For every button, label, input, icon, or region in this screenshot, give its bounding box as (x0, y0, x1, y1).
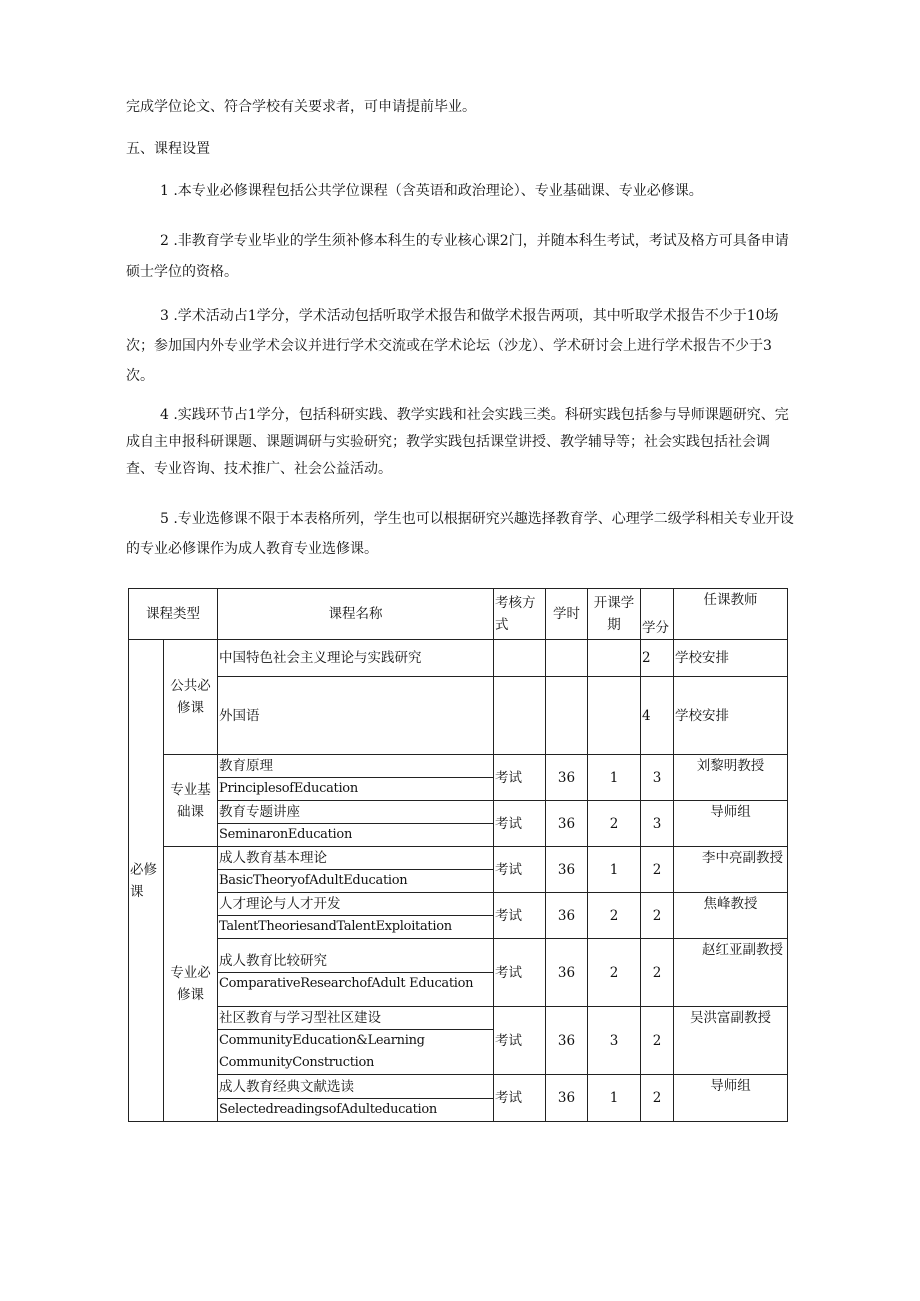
course-hours: 36 (546, 1007, 588, 1075)
course-credits: 3 (641, 801, 674, 847)
exam-method: 考试 (494, 1007, 546, 1075)
course-name-en: ComparativeResearchofAdult Education (219, 976, 474, 991)
course-hours (546, 677, 588, 755)
course-table (128, 588, 788, 1122)
group-public-required: 公共必修课 (164, 640, 218, 755)
course-name-en: CommunityEducation&Learning CommunityConstruction (219, 1033, 425, 1070)
course-hours: 36 (546, 893, 588, 939)
exam-method: 考试 (494, 847, 546, 893)
header-semester: 开课学期 (588, 589, 641, 640)
course-teacher: 焦峰教授 (674, 893, 788, 939)
table-row (129, 640, 788, 677)
course-credits: 2 (641, 893, 674, 939)
course-credits: 2 (641, 847, 674, 893)
course-teacher: 吴洪富副教授 (674, 1007, 788, 1075)
paragraph-item-3: 3 .学术活动占1学分，学术活动包括听取学术报告和做学术报告两项，其中听取学术报告不少于10场次；参加国内外专业学术会议并进行学术交流或在学术论坛（沙龙）、学术研讨会上进行学术报告不少于3次。 (126, 308, 779, 384)
table-row (129, 1007, 788, 1075)
course-semester (588, 677, 641, 755)
table-row (129, 847, 788, 893)
course-semester: 1 (588, 847, 641, 893)
course-name-en: TalentTheoriesandTalentExploitation (219, 919, 452, 934)
course-name: 中国特色社会主义理论与实践研究 (218, 640, 494, 677)
course-name-en: SeminaronEducation (219, 827, 353, 842)
course-name-cn: 社区教育与学习型社区建设 (218, 1007, 493, 1030)
header-exam-method: 考核方式 (494, 589, 546, 640)
exam-method: 考试 (494, 893, 546, 939)
course-hours: 36 (546, 847, 588, 893)
table-row (129, 939, 788, 1007)
group-required-courses: 必修课 (129, 640, 164, 1122)
course-hours: 36 (546, 801, 588, 847)
header-hours: 学时 (546, 589, 588, 640)
course-semester: 2 (588, 939, 641, 1007)
course-credits: 2 (641, 939, 674, 1007)
course-hours (546, 640, 588, 677)
paragraph-item-1: 1 .本专业必修课程包括公共学位课程（含英语和政治理论）、专业基础课、专业必修课。 (160, 183, 703, 199)
course-teacher: 导师组 (674, 801, 788, 847)
header-credits: 学分 (641, 589, 674, 640)
course-name-cn: 成人教育基本理论 (218, 847, 493, 870)
header-course-name: 课程名称 (218, 589, 494, 640)
exam-method (494, 640, 546, 677)
course-name-en: PrinciplesofEducation (219, 781, 358, 796)
table-row (129, 801, 788, 847)
exam-method: 考试 (494, 755, 546, 801)
header-course-type: 课程类型 (129, 589, 218, 640)
course-teacher: 学校安排 (674, 640, 788, 677)
course-teacher: 刘黎明教授 (674, 755, 788, 801)
course-hours: 36 (546, 1075, 588, 1122)
table-row (129, 1075, 788, 1122)
course-name-cn: 成人教育比较研究 (218, 950, 493, 973)
course-name-cn: 成人教育经典文献选读 (218, 1076, 493, 1099)
course-teacher: 赵红亚副教授 (674, 939, 788, 1007)
course-name-cn: 教育专题讲座 (218, 801, 493, 824)
course-credits: 3 (641, 755, 674, 801)
course-name-cn: 教育原理 (218, 755, 493, 778)
group-professional-required: 专业必修课 (164, 847, 218, 1122)
paragraph-item-4: 4 .实践环节占1学分，包括科研实践、教学实践和社会实践三类。科研实践包括参与导师课题研究、完成自主申报科研课题、课题调研与实验研究；教学实践包括课堂讲授、教学辅导等；社会实践包括社会调查、专业咨询、技术推广、社会公益活动。 (126, 407, 789, 477)
course-semester: 1 (588, 1075, 641, 1122)
paragraph-graduation: 完成学位论文、符合学校有关要求者，可申请提前毕业。 (126, 99, 476, 115)
course-credits: 2 (641, 1007, 674, 1075)
exam-method: 考试 (494, 1075, 546, 1122)
course-name-en: BasicTheoryofAdultEducation (219, 873, 408, 888)
course-semester: 1 (588, 755, 641, 801)
course-hours: 36 (546, 755, 588, 801)
course-name-en: SelectedreadingsofAdulteducation (219, 1101, 437, 1117)
group-professional-basic: 专业基础课 (164, 755, 218, 847)
course-semester: 3 (588, 1007, 641, 1075)
table-row (129, 677, 788, 755)
course-name-cn: 人才理论与人才开发 (218, 893, 493, 916)
course-teacher: 李中亮副教授 (674, 847, 788, 893)
course-hours: 36 (546, 939, 588, 1007)
course-credits: 2 (641, 1075, 674, 1122)
table-row (129, 893, 788, 939)
header-teacher: 任课教师 (674, 589, 788, 640)
course-teacher: 导师组 (674, 1075, 788, 1122)
exam-method (494, 677, 546, 755)
course-teacher: 学校安排 (674, 677, 788, 755)
course-name: 外国语 (218, 677, 494, 755)
exam-method: 考试 (494, 801, 546, 847)
course-credits: 4 (641, 677, 674, 755)
course-semester: 2 (588, 893, 641, 939)
table-header-row (129, 589, 788, 640)
course-semester: 2 (588, 801, 641, 847)
table-row (129, 755, 788, 801)
course-credits: 2 (641, 640, 674, 677)
paragraph-item-5: 5 .专业选修课不限于本表格所列，学生也可以根据研究兴趣选择教育学、心理学二级学科相关专业开设的专业必修课作为成人教育专业选修课。 (126, 511, 794, 557)
section-heading: 五、课程设置 (126, 141, 210, 157)
exam-method: 考试 (494, 939, 546, 1007)
course-semester (588, 640, 641, 677)
paragraph-item-2: 2 .非教育学专业毕业的学生须补修本科生的专业核心课2门，并随本科生考试，考试及格方可具备申请硕士学位的资格。 (126, 233, 789, 280)
